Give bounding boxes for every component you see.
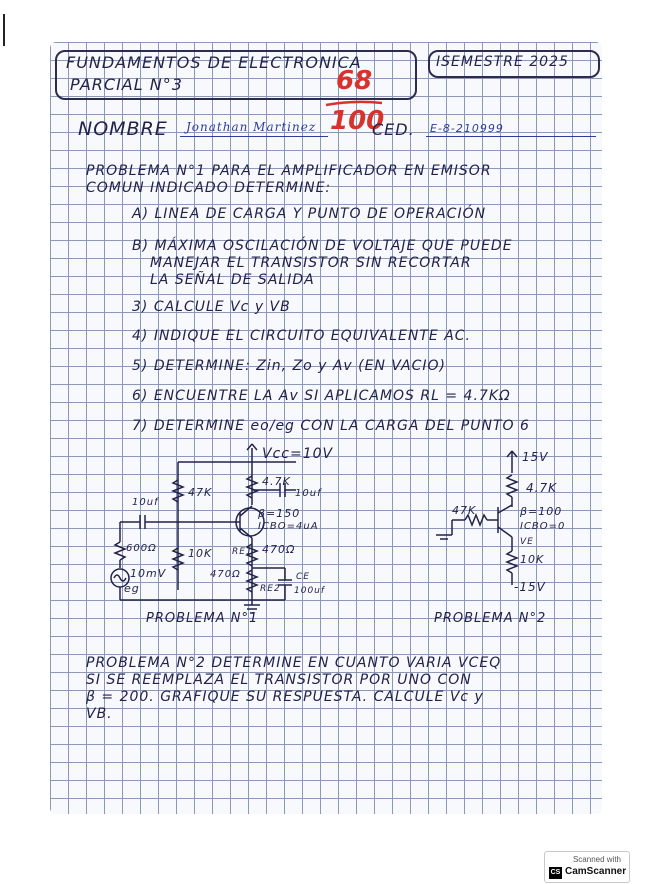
circuit1-caption: PROBLEMA N°1 xyxy=(146,611,259,626)
circuit1-beta: β=150 xyxy=(258,507,301,520)
circuit2-rb: 47K xyxy=(452,504,477,517)
circuit1-source-label: eg xyxy=(124,582,140,595)
problem1-item-b-line3: LA SEÑAL DE SALIDA xyxy=(150,272,315,288)
student-name: Jonathan Martinez xyxy=(186,120,317,134)
scan-edge-mark xyxy=(3,14,5,46)
circuit2-beta: β=100 xyxy=(520,505,563,518)
name-underline xyxy=(180,136,328,137)
circuit2-re: 10K xyxy=(520,553,545,566)
circuit2-icbo: ICBO=0 xyxy=(520,521,566,532)
course-title: FUNDAMENTOS DE ELECTRONICA xyxy=(66,53,362,72)
circuit1-source: 10mV xyxy=(130,567,167,580)
circuit1-icbo: ICBO=4uA xyxy=(258,521,319,532)
circuit1-c-in: 10uf xyxy=(132,497,159,508)
student-id: E-8-210999 xyxy=(430,122,504,135)
circuit2-vcc: 15V xyxy=(522,450,549,464)
problem1-item-b: B) MÁXIMA OSCILACIÓN DE VOLTAJE QUE PUEDE xyxy=(132,238,513,254)
problem1-item-b-line2: MANEJAR EL TRANSISTOR SIN RECORTAR xyxy=(150,255,472,271)
id-label: CED. xyxy=(372,120,415,139)
grade-divider-line xyxy=(324,100,384,108)
grade-score: 68 xyxy=(336,66,373,96)
camscanner-logo-icon: CS xyxy=(549,867,562,879)
exam-label: PARCIAL N°3 xyxy=(70,75,183,94)
circuit1-rc: 4.7K xyxy=(262,475,291,488)
circuit1-rs: 600Ω xyxy=(126,543,157,554)
problem1-item-6: 6) ENCUENTRE LA Av SI APLICAMOS RL = 4.7KΩ xyxy=(132,388,511,404)
problem2-line1: PROBLEMA N°2 DETERMINE EN CUANTO VARIA VCEQ xyxy=(86,655,502,671)
name-label: NOMBRE xyxy=(78,118,168,140)
grade-total: 100 xyxy=(330,106,385,136)
circuit1-ce-value: 100uf xyxy=(294,586,326,596)
problem1-intro-line1: PROBLEMA N°1 PARA EL AMPLIFICADOR EN EMISOR xyxy=(86,163,492,179)
problem1-item-a: A) LINEA DE CARGA Y PUNTO DE OPERACIÓN xyxy=(132,206,487,222)
circuit2-ve-label: VE xyxy=(520,537,534,547)
semester-label: ISEMESTRE 2025 xyxy=(436,54,569,70)
watermark-brand-name: CamScanner xyxy=(565,866,627,877)
problem1-item-4: 4) INDIQUE EL CIRCUITO EQUIVALENTE AC. xyxy=(132,328,472,344)
watermark-top-text: Scanned with xyxy=(572,855,621,864)
problem2-line4: VB. xyxy=(86,706,113,722)
circuit1-r-base-bottom: 10K xyxy=(188,547,213,560)
circuit2-rc: 4.7K xyxy=(526,481,557,495)
circuit1-vcc: Vcc=10V xyxy=(262,446,334,462)
problem1-item-7: 7) DETERMINE eo/eg CON LA CARGA DEL PUNTO 6 xyxy=(132,418,530,434)
circuit2-vee: -15V xyxy=(514,580,546,594)
circuit1-ce-label: CE xyxy=(296,572,310,582)
problem2-line2: SI SE REEMPLAZA EL TRANSISTOR POR UNO CON xyxy=(86,672,472,688)
camscanner-watermark xyxy=(544,851,630,883)
problem1-item-3: 3) CALCULE Vc y VB xyxy=(132,299,291,315)
circuit2-caption: PROBLEMA N°2 xyxy=(434,611,547,626)
circuit1-re2-label: RE2 xyxy=(260,584,281,594)
circuit1-c-out: 10uf xyxy=(295,488,322,499)
problem1-intro-line2: COMUN INDICADO DETERMINE: xyxy=(86,180,332,196)
problem2-line3: β = 200. GRAFIQUE SU RESPUESTA. CALCULE Vc y xyxy=(86,689,484,705)
problem1-item-5: 5) DETERMINE: Zin, Zo y Av (EN VACIO) xyxy=(132,358,446,374)
circuit1-re1: 470Ω xyxy=(262,543,296,556)
circuit1-re2-value: 470Ω xyxy=(210,569,241,580)
circuit1-re1-label: RE1 xyxy=(232,547,253,557)
id-underline xyxy=(426,136,596,137)
circuit1-r-base-top: 47K xyxy=(188,486,213,499)
